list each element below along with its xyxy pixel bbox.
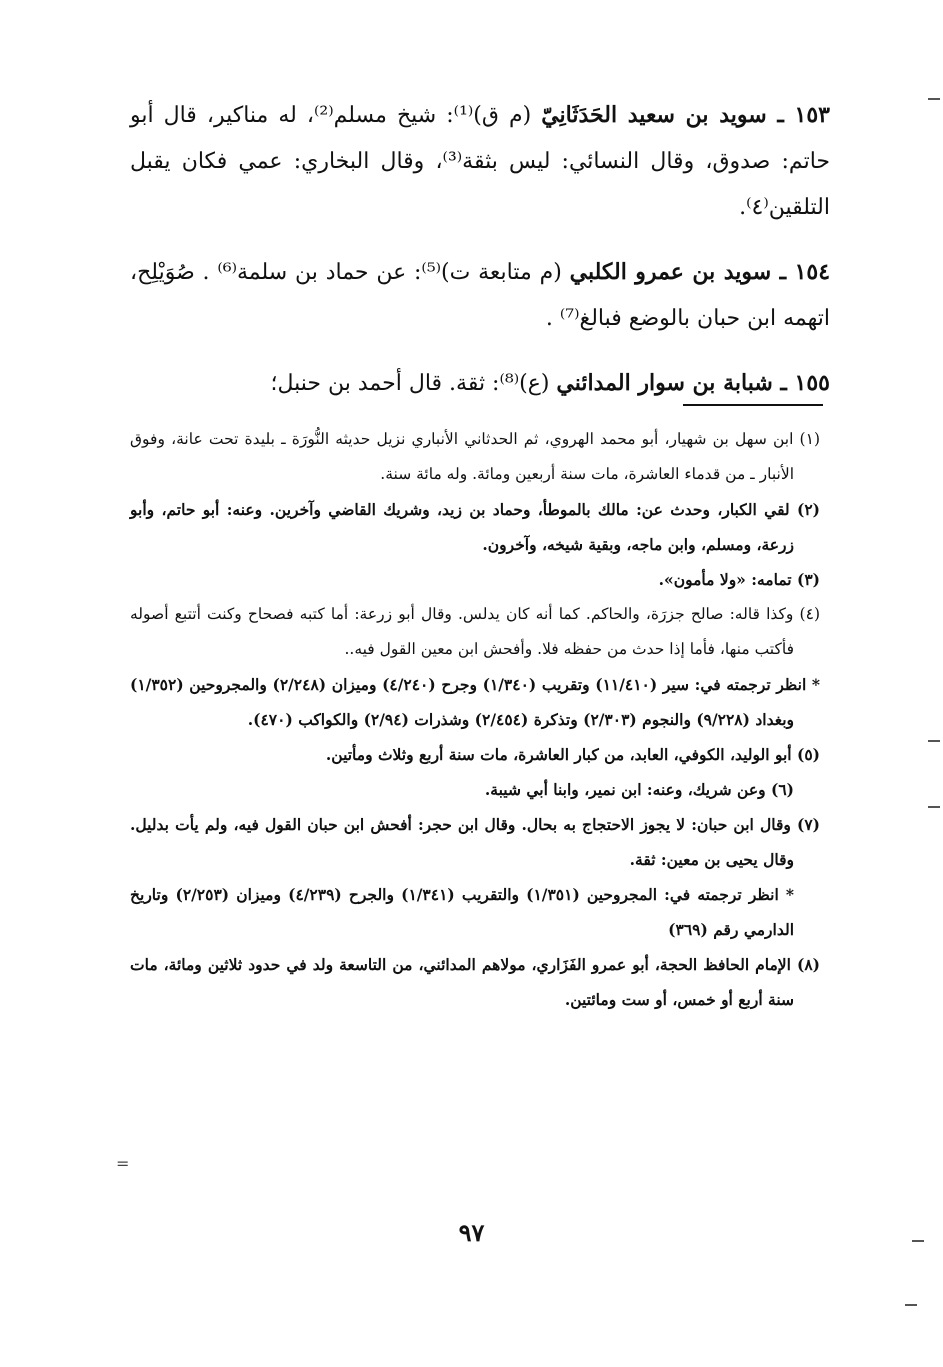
entry-heading: ١٥٥ ـ شبابة بن سوار المدائني [556, 370, 830, 396]
margin-tick [928, 98, 940, 100]
main-text [130, 92, 830, 425]
footnote-4-references: * انظر ترجمته في: سير (١١/٤١٠) وتقريب (١/٣٤٠) وجرح (٤/٢٤٠) وميزان (٢/٢٤٨) والمجروحين (١/٣٥٢) وبغداد (٩/٢٢٨) والنجوم (٢/٣٠٣) وتذكرة (٢/٤٥٤) وشذرات (٢/٩٤) والكواكب (٤٧٠). [130, 675, 820, 729]
footnote-separator [683, 404, 823, 406]
footnote-1: (١) ابن سهل بن شهيار، أبو محمد الهروي، ثم الحدثاني الأنباري نزيل حديثه النُّورَة ـ بليدة تحت عانة، وفوق الأنبار ـ من قدماء العاشرة، مات سنة أربعين ومائة. وله مائة سنة. [130, 430, 820, 483]
footnote-2: (٢) لقي الكبار، وحدث عن: مالك بالموطأ، وحماد بن زيد، وشريك القاضي وآخرين. وعنه: أبو حاتم، وأبو زرعة، ومسلم، وابن ماجه، وبقية شيخه، وآخرون. [130, 500, 820, 554]
margin-tick [912, 1240, 924, 1242]
entry-body: (م متابعة ت)⁽⁵⁾: عن حماد بن سلمة⁽⁶⁾ . صُوَيْلِح، اتهمه ابن حبان بالوضع فبالغ⁽⁷⁾ . [130, 260, 830, 331]
margin-tick [928, 806, 940, 808]
footnote-4: (٤) وكذا قاله: صالح جزرَة، والحاكم. كما أنه كان يدلس. وقال أبو زرعة: أما كتبه فصحاح وكنت أتتبع أصوله فأكتب منها، فأما إذا حدث من حفظه فلا. وأفحش ابن معين القول فيه.. [130, 605, 820, 658]
margin-tick [928, 740, 940, 742]
footnote-5: (٥) أبو الوليد، الكوفي، العابد، من كبار العاشرة، مات سنة أربع وثلاث ومأتين. [325, 745, 820, 764]
entry-155 [130, 360, 830, 407]
entry-153 [130, 92, 830, 231]
margin-tick [905, 1304, 917, 1306]
entry-body: (م ق)⁽¹⁾: شيخ مسلم⁽²⁾، له مناكير، قال أبو حاتم: صدوق، وقال النسائي: ليس بثقة⁽³⁾، وقال البخاري: عمي فكان يقبل التلقين⁽٤⁾. [130, 103, 830, 220]
page-number: ٩٧ [458, 1218, 485, 1247]
footnotes [130, 422, 820, 1017]
entry-body: (ع)⁽⁸⁾: ثقة. قال أحمد بن حنبل؛ [270, 371, 557, 396]
entry-heading: ١٥٣ ـ سويد بن سعيد الحَدَثَانِيّ [541, 102, 830, 128]
entry-heading: ١٥٤ ـ سويد بن عمرو الكلبي [569, 259, 831, 285]
margin-mark: = [116, 1154, 130, 1173]
footnote-6: (٦) وعن شريك، وعنه: ابن نمير، وابنا أبي شيبة. [484, 780, 794, 799]
footnote-7-references: * انظر ترجمته في: المجروحين (١/٣٥١) والتقريب (١/٣٤١) والجرح (٤/٢٣٩) وميزان (٢/٢٥٣) وتاريخ الدارمي رقم (٣٦٩) [130, 885, 794, 939]
footnote-8: (٨) الإمام الحافظ الحجة، أبو عمرو الفَزَاري، مولاهم المدائني، من التاسعة ولد في حدود ثلاثين ومائة، مات سنة أربع أو خمس، أو ست ومائتين. [130, 955, 820, 1009]
entry-154 [130, 249, 830, 342]
footnote-7: (٧) وقال ابن حبان: لا يجوز الاحتجاج به بحال. وقال ابن حجر: أفحش ابن حبان القول فيه، ولم يأت بدليل. وقال يحيى بن معين: ثقة. [130, 815, 820, 869]
footnote-3: (٣) تمامه: «ولا مأمون». [658, 570, 820, 589]
